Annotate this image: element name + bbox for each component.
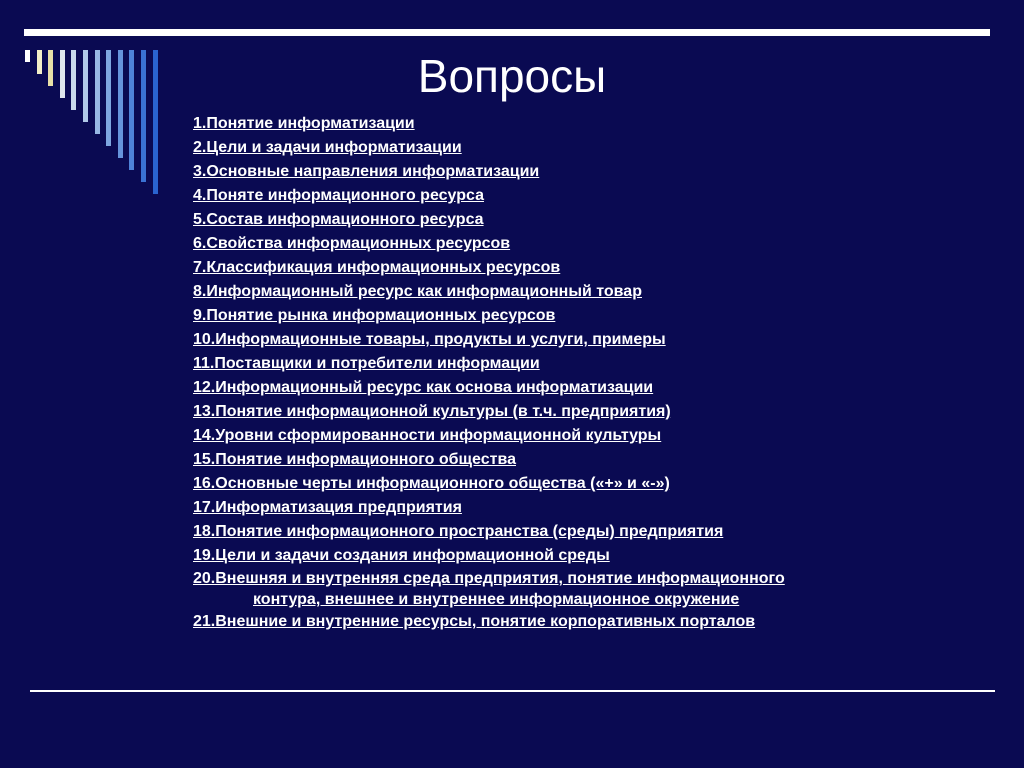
question-item: 14.Уровни сформированности информационной культуры [193, 427, 662, 444]
question-item: 16.Основные черты информационного общества («+» и «-») [193, 475, 670, 492]
question-item: 17.Информатизация предприятия [193, 499, 462, 516]
question-item: 18.Понятие информационного пространства (среды) предприятия [193, 523, 724, 540]
question-item: 4.Поняте информационного ресурса [193, 187, 484, 204]
question-item: 15.Понятие информационного общества [193, 451, 516, 468]
question-item: 1.Понятие информатизации [193, 115, 415, 132]
question-item: 7.Классификация информационных ресурсов [193, 259, 561, 276]
question-item: 3.Основные направления информатизации [193, 163, 540, 180]
question-item [193, 568, 983, 610]
question-item: 10.Информационные товары, продукты и услуги, примеры [193, 331, 666, 348]
question-item-continuation: контура, внешнее и внутреннее информационное окружение [253, 591, 740, 608]
question-item: 8.Информационный ресурс как информационный товар [193, 283, 642, 300]
question-item: 21.Внешние и внутренние ресурсы, понятие корпоративных порталов [193, 613, 756, 630]
bottom-divider-line [30, 690, 995, 692]
question-item: 13.Понятие информационной культуры (в т.ч. предприятия) [193, 403, 671, 420]
question-item-text: 20.Внешняя и внутренняя среда предприятия, понятие информационного [193, 570, 785, 587]
question-item: 12.Информационный ресурс как основа информатизации [193, 379, 654, 396]
question-item: 5.Состав информационного ресурса [193, 211, 484, 228]
question-item: 6.Свойства информационных ресурсов [193, 235, 511, 252]
question-item: 19.Цели и задачи создания информационной среды [193, 547, 610, 564]
slide-title: Вопросы [417, 50, 607, 102]
question-item: 11.Поставщики и потребители информации [193, 355, 540, 372]
question-item: 9.Понятие рынка информационных ресурсов [193, 307, 556, 324]
question-item: 2.Цели и задачи информатизации [193, 139, 462, 156]
questions-list [193, 112, 983, 634]
